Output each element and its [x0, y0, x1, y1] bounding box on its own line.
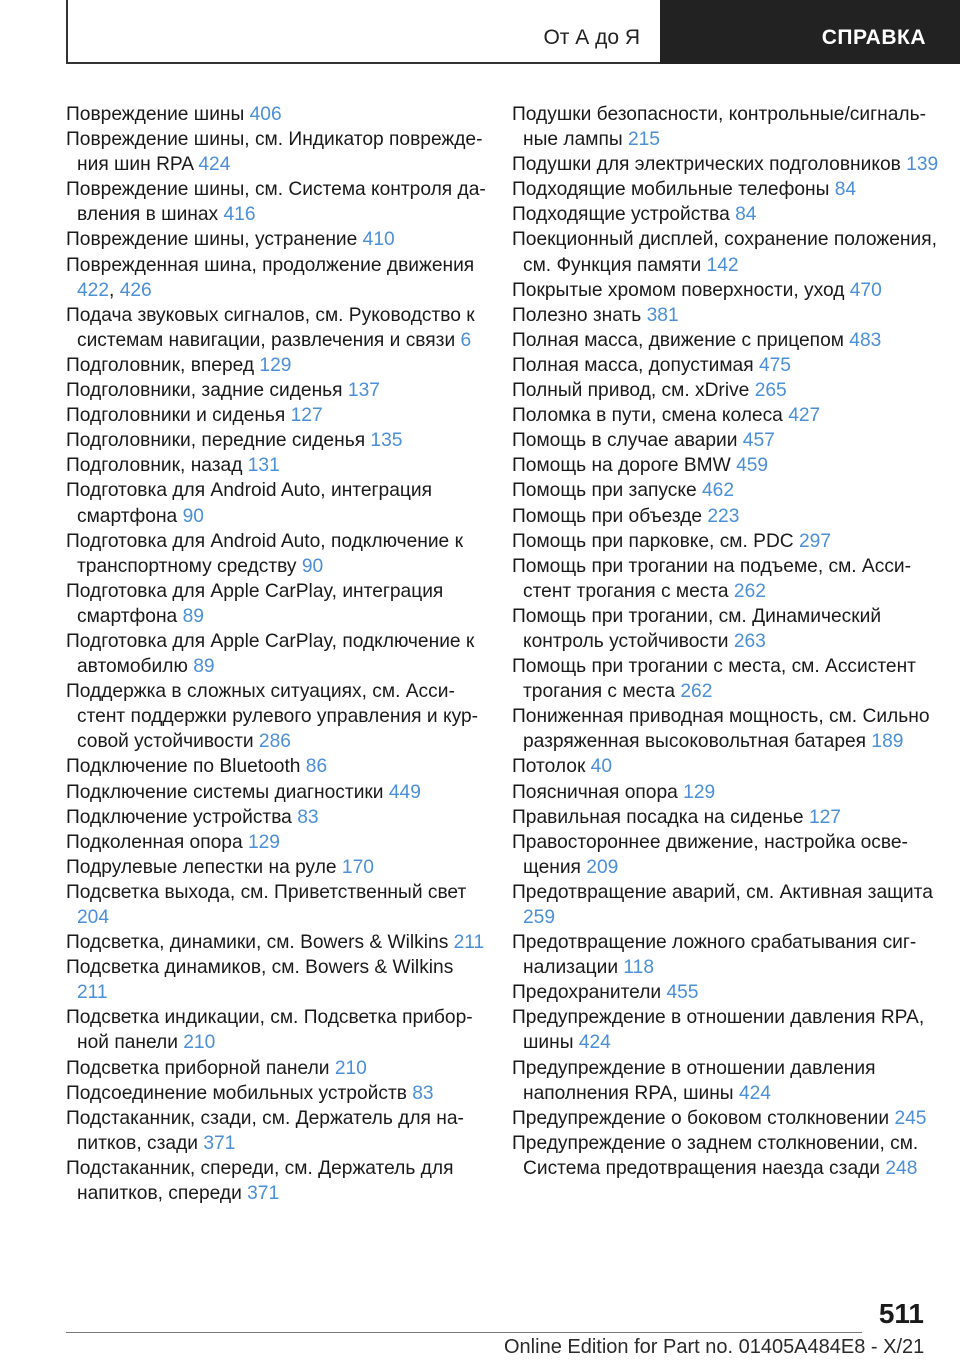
- page-link[interactable]: 135: [370, 430, 403, 452]
- index-entry: [66, 453, 486, 478]
- page-link[interactable]: 410: [362, 229, 395, 251]
- page-link[interactable]: 248: [885, 1157, 918, 1179]
- index-entry: [512, 504, 942, 529]
- index-entry: [512, 1131, 942, 1181]
- index-entry-text: Помощь при трогании на подъеме, см. Ассистент трогания с места: [512, 555, 912, 602]
- index-entry-text: Подготовка для Apple CarPlay, интеграция смартфона: [66, 580, 444, 627]
- page-link[interactable]: 483: [849, 329, 882, 351]
- page-link[interactable]: 86: [305, 756, 328, 778]
- index-entry: [66, 529, 486, 579]
- page-link[interactable]: 89: [182, 605, 204, 627]
- index-entry-text: Подсоединение мобильных устройств: [66, 1082, 413, 1104]
- index-entry: [66, 754, 486, 779]
- page-link[interactable]: 127: [808, 806, 841, 828]
- page-link[interactable]: 84: [735, 204, 757, 226]
- index-entry-text: Подключение по Bluetooth: [66, 756, 306, 778]
- page-link[interactable]: 424: [578, 1032, 611, 1054]
- page-link[interactable]: 209: [586, 856, 619, 878]
- page-link[interactable]: 245: [894, 1107, 927, 1129]
- index-entry-text: Пониженная приводная мощность, см. Сильно разряженная высоковольтная батарея: [512, 706, 930, 753]
- index-entry-text: Подсветка приборной панели: [66, 1057, 335, 1079]
- index-entry: [512, 102, 942, 152]
- page-link[interactable]: 84: [834, 179, 857, 201]
- index-entry-text: Подголовники, передние сиденья: [66, 430, 371, 452]
- index-entry-text: Поекционный дисплей, сохранение положения, см. Функция памяти: [512, 229, 937, 276]
- page-link[interactable]: 422: [77, 279, 110, 301]
- page-link[interactable]: 424: [738, 1082, 771, 1104]
- index-entry: [512, 378, 942, 403]
- page-link[interactable]: 210: [183, 1032, 216, 1054]
- index-entry: [66, 428, 486, 453]
- index-entry-text: Помощь в случае аварии: [512, 430, 743, 452]
- page-link[interactable]: 286: [258, 731, 291, 753]
- index-entry-text: Подколенная опора: [66, 831, 248, 853]
- index-entry: [66, 1056, 486, 1081]
- index-entry: [66, 830, 486, 855]
- page-link[interactable]: 118: [623, 957, 655, 979]
- footer-rule: [66, 1332, 862, 1333]
- index-entry-text: Подключение системы диагностики: [66, 781, 389, 803]
- page-link[interactable]: 90: [182, 505, 204, 527]
- page-link[interactable]: 449: [388, 781, 421, 803]
- index-entry-text: Подготовка для Android Auto, подключение к транспортному средству: [66, 530, 463, 577]
- page-link[interactable]: 211: [453, 932, 485, 954]
- index-entry: [66, 805, 486, 830]
- index-entry-text: Помощь при объезде: [512, 505, 708, 527]
- index-entry-text: Подушки безопасности, контрольные/сигнальные лампы: [512, 104, 926, 151]
- page-link[interactable]: 406: [249, 104, 282, 125]
- index-entry: [512, 529, 942, 554]
- index-entry-text: Предохранители: [512, 982, 667, 1004]
- index-entry: [512, 328, 942, 353]
- index-entry: [66, 629, 486, 679]
- index-column-left: [66, 102, 486, 1206]
- index-entry-text: Повреждение шины, см. Система контроля давления в шинах: [66, 179, 486, 226]
- page-number: 511: [878, 1298, 924, 1329]
- index-entry-text: Помощь на дороге BMW: [512, 455, 737, 477]
- index-entry: [66, 1081, 486, 1106]
- index-entry: [66, 478, 486, 528]
- index-entry-text: Поясничная опора: [512, 781, 684, 803]
- index-entry: [66, 1005, 486, 1055]
- page-link[interactable]: 475: [758, 354, 791, 376]
- index-entry: [512, 428, 942, 453]
- index-entry-text: Помощь при запуске: [512, 480, 702, 502]
- page-link[interactable]: 416: [223, 204, 256, 226]
- index-entry-text: Подрулевые лепестки на руле: [66, 856, 342, 878]
- index-entry-text: Подача звуковых сигналов, см. Руководство к системам навигации, развлечения и связи: [66, 304, 475, 351]
- page-link[interactable]: 210: [334, 1057, 367, 1079]
- index-entry: [512, 830, 942, 880]
- page-link[interactable]: 215: [627, 129, 660, 151]
- index-entry-text: Подсветка выхода, см. Приветственный свет: [66, 881, 467, 903]
- page-link[interactable]: 129: [247, 831, 280, 853]
- page-link[interactable]: 381: [646, 304, 679, 326]
- page-link[interactable]: 142: [706, 254, 739, 276]
- index-entry-text: Подготовка для Android Auto, интеграция смартфона: [66, 480, 432, 527]
- index-entry: [66, 127, 486, 177]
- page-link[interactable]: 204: [77, 907, 110, 928]
- index-entry: Поврежденная шина, продолжение движения 422, 426: [66, 254, 475, 301]
- page-link[interactable]: 371: [247, 1183, 280, 1205]
- index-entry: [66, 780, 486, 805]
- index-entry-text: Подстаканник, сзади, см. Держатель для напитков, сзади: [66, 1107, 464, 1154]
- page-link[interactable]: 455: [666, 982, 699, 1004]
- index-column-right: [512, 102, 942, 1181]
- index-entry-text: Подголовники, задние сиденья: [66, 380, 348, 402]
- index-entry-text: Предупреждение в отношении давления RPA, шины: [512, 1007, 925, 1054]
- index-entry: [66, 880, 486, 930]
- page-link[interactable]: 6: [460, 329, 472, 351]
- index-entry: [512, 353, 942, 378]
- page-link[interactable]: 170: [341, 856, 374, 878]
- index-entry-text: Подсветка динамиков, см. Bowers & Wilkins: [66, 957, 454, 979]
- index-entry: [512, 1056, 942, 1106]
- page-link[interactable]: 127: [290, 405, 323, 427]
- index-entry: [512, 554, 942, 604]
- index-entry-text: Предупреждение о заднем столкновении, см. Система предотвращения наезда сзади: [512, 1132, 919, 1179]
- index-entry: [512, 453, 942, 478]
- index-entry-text: Поддержка в сложных ситуациях, см. Ассистент поддержки рулевого управления и курсовой устойчивости: [66, 681, 479, 753]
- page-link[interactable]: 131: [247, 455, 280, 477]
- chapter-tab[interactable]: СПРАВКА: [660, 0, 960, 64]
- index-entry: [66, 177, 486, 227]
- index-entry-text: Подушки для электрических подголовников: [512, 154, 907, 176]
- index-entry-text: Подготовка для Apple CarPlay, подключение к автомобилю: [66, 630, 475, 678]
- index-entry: [66, 1156, 486, 1206]
- page-link[interactable]: 137: [347, 380, 380, 402]
- page-link[interactable]: 40: [590, 756, 613, 778]
- index-entry-text: Полная масса, допустимая: [512, 354, 759, 376]
- index-entry: [512, 1005, 942, 1055]
- page-link[interactable]: 90: [301, 555, 324, 577]
- page-link[interactable]: 259: [523, 907, 556, 928]
- section-title: От А до Я: [543, 26, 640, 49]
- index-entry: [512, 478, 942, 503]
- page-link[interactable]: 211: [77, 982, 108, 1004]
- header-rule-bottom: [66, 62, 662, 64]
- index-entry-text: Повреждение шины, см. Индикатор повреждения шин RPA: [66, 129, 483, 176]
- page-link[interactable]: 424: [198, 154, 231, 176]
- page-link[interactable]: 371: [203, 1132, 236, 1154]
- page-link[interactable]: 262: [733, 580, 766, 602]
- index-entry-text: Повреждение шины, устранение: [66, 229, 363, 251]
- index-entry: [512, 754, 942, 779]
- index-entry: [512, 403, 942, 428]
- index-entry-text: Подсветка, динамики, см. Bowers & Wilkins: [66, 932, 454, 954]
- index-entry: [66, 378, 486, 403]
- index-entry-text: Подходящие мобильные телефоны: [512, 179, 835, 201]
- index-entry: [512, 880, 942, 930]
- page-link[interactable]: 265: [754, 380, 787, 402]
- index-entry-text: Предупреждение о боковом столкновении: [512, 1107, 895, 1129]
- index-entry: [512, 303, 942, 328]
- index-entry: [512, 930, 942, 980]
- index-entry-text: Подголовники и сиденья: [66, 405, 291, 427]
- index-entry-text: Подключение устройства: [66, 806, 298, 828]
- index-entry: [512, 1106, 942, 1131]
- index-entry: [66, 679, 486, 754]
- index-entry-text: Помощь при трогании с места, см. Ассистент трогания с места: [512, 656, 916, 703]
- index-entry: [66, 102, 486, 127]
- index-entry-text: Предупреждение в отношении давления наполнения RPA, шины: [512, 1057, 876, 1104]
- index-entry-text: Поломка в пути, смена колеса: [512, 405, 789, 427]
- index-entry-text: Полный привод, см. xDrive: [512, 380, 755, 402]
- page-link[interactable]: 262: [680, 681, 713, 703]
- index-entry-text: Покрытые хромом поверхности, уход: [512, 279, 850, 301]
- index-entry-text: Подходящие устройства: [512, 204, 736, 226]
- index-entry-text: Правильная посадка на сиденье: [512, 806, 809, 828]
- index-entry-text: Подстаканник, спереди, см. Держатель для напитков, спереди: [66, 1157, 454, 1205]
- index-entry: [66, 353, 486, 378]
- index-entry: [66, 955, 486, 1005]
- index-entry-text: Подсветка индикации, см. Подсветка приборной панели: [66, 1007, 473, 1054]
- index-entry: [512, 980, 942, 1005]
- page-link[interactable]: 83: [412, 1082, 434, 1104]
- index-entry-text: Подголовник, назад: [66, 455, 248, 477]
- page-link[interactable]: 462: [702, 480, 735, 502]
- index-entry-text: Полезно знать: [512, 304, 647, 326]
- index-entry: [66, 227, 486, 252]
- index-entry: [66, 855, 486, 880]
- page-link[interactable]: 457: [742, 430, 775, 452]
- index-entry: [512, 805, 942, 830]
- index-entry: [66, 303, 486, 353]
- index-entry: [512, 152, 942, 177]
- index-entry: [512, 202, 942, 227]
- page-link[interactable]: 459: [736, 455, 769, 477]
- index-entry: [66, 403, 486, 428]
- index-entry-text: Правостороннее движение, настройка освещения: [512, 831, 908, 878]
- index-entry-text: Полная масса, движение с прицепом: [512, 329, 850, 351]
- index-entry: [512, 227, 942, 277]
- index-entry: [512, 654, 942, 704]
- index-entry-text: Потолок: [512, 756, 591, 778]
- edition-note: Online Edition for Part no. 01405A484E8 - X/21: [504, 1336, 925, 1358]
- page-link[interactable]: 83: [297, 806, 319, 828]
- page-link[interactable]: 297: [799, 530, 832, 552]
- index-entry: [66, 1106, 486, 1156]
- page-link[interactable]: 129: [259, 354, 292, 376]
- page-link[interactable]: 223: [707, 505, 740, 527]
- index-entry-text: Помощь при парковке, см. PDC: [512, 530, 799, 552]
- index-entry: [512, 278, 942, 303]
- index-entry: [66, 930, 486, 955]
- index-entry: [66, 579, 486, 629]
- page-link[interactable]: 189: [871, 731, 904, 753]
- index-entry: [512, 604, 942, 654]
- index-entry-text: Подголовник, вперед: [66, 354, 260, 376]
- index-entry-text: Помощь при трогании, см. Динамический контроль устойчивости: [512, 605, 882, 652]
- index-entry-text: Предотвращение аварий, см. Активная защита: [512, 881, 933, 903]
- index-entry-text: Повреждение шины: [66, 104, 250, 125]
- header-rule-left: [66, 0, 68, 64]
- index-entry: [512, 177, 942, 202]
- page-link[interactable]: 470: [849, 279, 882, 301]
- index-entry-text: Предотвращение ложного срабатывания сигнализации: [512, 932, 917, 979]
- index-entry: [512, 704, 942, 754]
- index-entry-text: Поврежденная шина, продолжение движения: [66, 254, 475, 276]
- index-entry: [512, 780, 942, 805]
- page-link[interactable]: 427: [788, 405, 821, 427]
- page-link[interactable]: 263: [733, 630, 766, 652]
- page-link[interactable]: 129: [683, 781, 716, 803]
- page-link[interactable]: 426: [119, 279, 152, 301]
- page-link[interactable]: 139: [906, 154, 939, 176]
- page-link[interactable]: 89: [193, 656, 215, 678]
